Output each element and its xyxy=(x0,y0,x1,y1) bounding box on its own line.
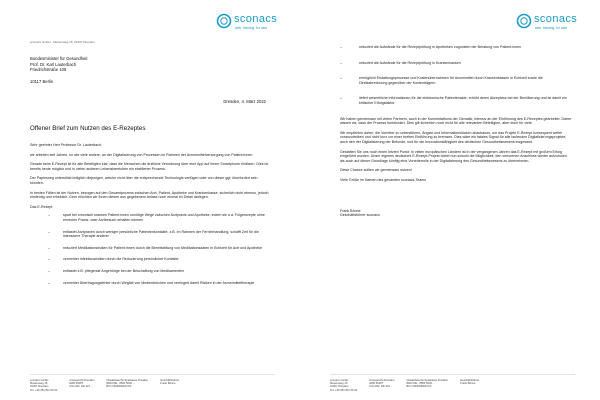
logo-wordmark: sconacs xyxy=(534,13,578,25)
logo-tagline: web, thinking. for care xyxy=(535,26,568,30)
footer-line: Frank Bönne xyxy=(460,382,476,386)
list-item: – entlastet Arztpraxen durch weniger persönliche Patientenkontakte, z.B. im Rahmen der Fernbehandlung, schafft Zeit für die intensivere Therapie anderer xyxy=(30,230,270,239)
footer-line: IBAN DE.. 8500 5030 ... xyxy=(406,382,436,386)
paragraph: Wir haben gemeinsam mit vielen Partnern, auch in der Konnektathons der Gematik, intensiv an der Einführung des E-Rezeptes gearbeitet. Daher wissen wir, dass der Prozess funktioniert. Dies gilt sicherlich noch nicht für alle relevanten Beteiligten, aber doch für viele. xyxy=(340,116,572,126)
list-item: – vermeidet Übertragungsfehler durch Wegfall von Medienbrüchen und verringert damit Risiken in der Arzneimitteltherapie xyxy=(30,281,270,286)
recipient-address xyxy=(30,56,88,84)
footer-line: Geschäftsführer xyxy=(460,378,480,382)
logo-tagline: web, thinking. for care xyxy=(235,26,268,30)
footer-line: Meisenweg 15 xyxy=(30,382,48,386)
footer-line: sconacs GmbH xyxy=(30,378,49,382)
logo-ring-icon xyxy=(516,13,532,29)
list-item: – liefert wesentliche Informationen für die elektronische Patientenakte, erhöht deren Akzeptanz bei der Bevölkerung und ist damit ein kritischer Erfolgsfaktor xyxy=(340,96,572,105)
list-item: – spart bei chronisch kranken Patient:innen unnötige Wege zwischen Arztpraxis und Apotheke, indem sie u.a. Folgerezepte ohne erneuten Praxis- oder Arztbesuch erhalten können xyxy=(30,213,270,222)
footer-line: Amtsgericht Dresden xyxy=(369,378,395,382)
letter-footer xyxy=(330,374,575,392)
footer-line: 01307 Dresden xyxy=(330,385,349,389)
footer-line: IBAN DE.. 8500 5030 ... xyxy=(106,382,136,386)
footer-line: HRB 36487 xyxy=(369,382,384,386)
letter-body-page-2 xyxy=(340,45,572,218)
footer-line: Tel. +49 351 811 66 00 xyxy=(30,388,58,392)
footer-line: Frank Bönne xyxy=(160,382,176,386)
signature-title: Geschäftsführer sconacs xyxy=(340,213,380,218)
letter-date: Dresden, 4. März 2022 xyxy=(223,99,266,104)
paragraph: wir arbeiten seit Jahren, so wie viele andere, an der Digitalisierung von Prozessen im Rahmen der Arzneimittelversorgung von Patient:innen. xyxy=(30,152,254,157)
salutation: Sehr geehrter Herr Professor Dr. Lauterbach, xyxy=(30,143,102,147)
footer-line: Meisenweg 15 xyxy=(330,382,348,386)
paragraph: Gerade beim E-Rezept ist für alle Beteiligten klar, dass die Menschen die ärztliche Verordnung über eine App auf ihrem Smartphone einlösen. Dies ist bereits heute möglich und in vielen anderen Lebensbereichen ein etablierter Prozess. xyxy=(30,162,269,171)
list-item: – reduziert die Aufwände für die Rezeptprüfung in Krankenkassen xyxy=(340,61,572,66)
list-item: – reduziert die Aufwände für die Rezeptprüfung in Apotheken zugunsten der Beratung von Patient:innen xyxy=(340,45,572,50)
footer-column xyxy=(69,379,94,392)
footer-line: sconacs GmbH xyxy=(330,378,349,382)
paragraph: Gestatten Sie uns noch einen letzten Punkt: In vielen europäischen Ländern ist in der vergangenen Jahren das E-Rezept mit großem Erfolg eingeführt worden. Unser eigenes deutsches E-Rezept-Projekt bietet nun sowohl die Möglichkeit, den verlorenen Anschluss wieder aufzuholen als auch auf dieser Grundlage künftig eine Vorreiterrolle in der Digitalisierung des Gesundheitswesens zu übernehmen. xyxy=(340,149,567,163)
list-item: – vermeidet Infektionsrisiken durch die Reduzierung persönlicher Kontakte xyxy=(30,257,270,262)
recipient-city: 10117 Berlin xyxy=(30,78,54,84)
list-item: – entlastet z.B. pflegende Angehörige bei der Beschaffung von Medikamenten xyxy=(30,269,270,274)
closing: Viele Grüße im Namen des gesamten sconacs-Teams xyxy=(340,177,427,182)
paragraph: Der Papierweg unterstützt lediglich diejenigen, welche nicht über die entsprechende Technologie verfügen oder von dieser ggf. überfordert sein könnten. xyxy=(30,176,258,185)
footer-column xyxy=(406,379,448,392)
benefit-list-continued xyxy=(340,45,572,106)
list-item: – reduziert Medikationsrisiken für Patient:innen durch die Bereitstellung von Medikationsdaten in Echtzeit für Arzt und Apotheke xyxy=(30,246,270,251)
footer-line: BIC OSDDDE81XXX xyxy=(406,385,432,389)
recipient-line: Prof. Dr. Karl Lauterbach xyxy=(30,61,77,67)
footer-line: Geschäftsführer xyxy=(160,378,180,382)
letter-footer xyxy=(30,374,275,392)
footer-line: Amtsgericht Dresden xyxy=(69,378,95,382)
logo-ring-icon xyxy=(216,13,232,29)
sender-line: sconacs GmbH · Meisenweg 15, 01307 Dresden xyxy=(30,40,95,44)
benefit-list xyxy=(30,213,270,285)
paragraph: Wir empfehlen daher, die Vorreiter zu unterstützen, Ängste und Informationslücken abzubauen, um das Projekt E-Rezept konsequent weiter voranzutreiben und nicht kurz vor einer breiten Einführung zu bremsen. Dies wäre ein fatales Signal für alle laufenden Digitalisierungsprojekte, auch den der Digitalisierung der Befunde, und für die Innovationsfähigkeit des deutschen Gesundheitswesens insgesamt. xyxy=(340,130,567,144)
footer-line: HRB 36487 xyxy=(69,382,84,386)
logo-wordmark: sconacs xyxy=(234,13,278,25)
footer-column xyxy=(106,379,148,392)
footer-line: Tel. +49 351 811 66 00 xyxy=(330,388,358,392)
letter-subject: Offener Brief zum Nutzen des E-Rezeptes xyxy=(30,125,146,132)
list-item: – ermöglicht Erstattungsprozesse und Kostenübernahmen für Arzneimittel durch Krankenkassen in Echtzeit sowie die Direktabrechnung gegenüber der Kostenträgern xyxy=(340,76,572,85)
footer-column xyxy=(460,379,479,392)
recipient-line: Friedrichstraße 108 xyxy=(30,67,67,73)
footer-line: BIC OSDDDE81XXX xyxy=(106,385,132,389)
signature-name: Frank Bönne xyxy=(340,208,361,213)
footer-line: 01307 Dresden xyxy=(30,385,49,389)
footer-column xyxy=(30,379,57,392)
paragraph: Diese Chance sollten wir gemeinsam nutzen! xyxy=(340,168,412,173)
footer-column xyxy=(160,379,179,392)
sconacs-logo xyxy=(516,12,582,34)
recipient-line: Bundesminister für Gesundheit xyxy=(30,56,88,61)
signature xyxy=(340,209,572,218)
letter-page-2 xyxy=(300,0,600,400)
footer-line: USt-IdNr. DE 321 ... xyxy=(69,385,93,389)
goals-label: Das E-Rezept xyxy=(30,204,53,209)
footer-line: Ostsächsische Sparkasse Dresden xyxy=(106,378,149,382)
footer-column xyxy=(369,379,394,392)
letter-body-page-1 xyxy=(30,143,270,292)
paragraph: In besten Fällen ist der Nutzen, bezogen auf den Gesamtprozess zwischen Arzt, Patient, Apotheke und Krankenkasse, sicherlich nicht ebenso, jedoch eindeutig und erheblich. Gern möchten wir Ihnen diesen aus gegebenem Anlass noch einmal im Detail darlegen. xyxy=(30,190,269,200)
footer-line: Ostsächsische Sparkasse Dresden xyxy=(406,378,449,382)
footer-line: USt-IdNr. DE 321 ... xyxy=(369,385,393,389)
footer-column xyxy=(330,379,357,392)
sconacs-logo xyxy=(216,12,282,34)
